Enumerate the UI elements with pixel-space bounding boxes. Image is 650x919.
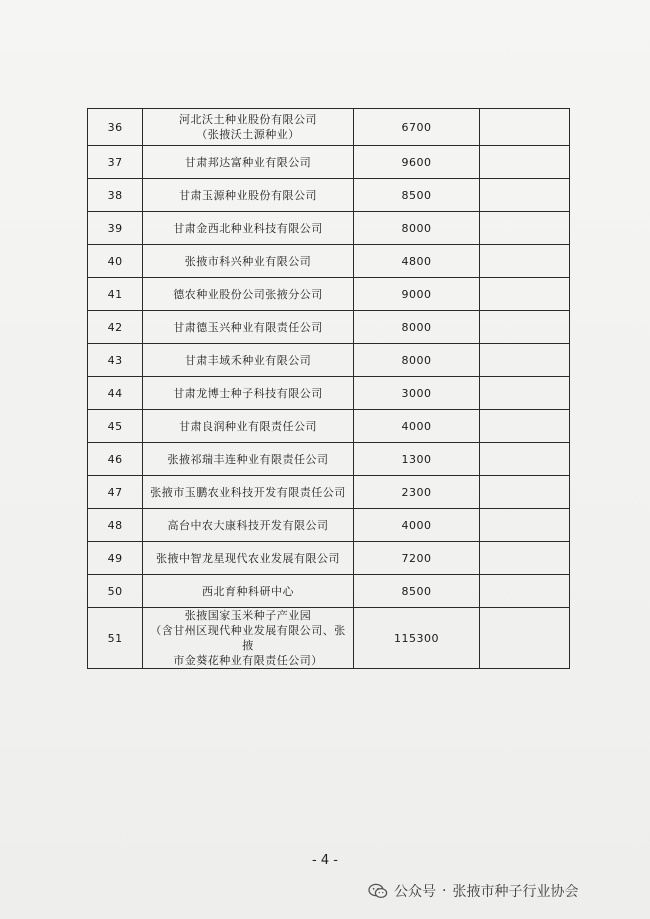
amount: 1300 <box>353 443 480 476</box>
table-row <box>88 377 570 410</box>
row-number: 40 <box>88 245 143 278</box>
row-number: 48 <box>88 509 143 542</box>
amount: 3000 <box>353 377 480 410</box>
amount: 9600 <box>353 146 480 179</box>
company-name: 甘肃丰域禾种业有限公司 <box>143 344 353 377</box>
row-number: 43 <box>88 344 143 377</box>
table-row <box>88 278 570 311</box>
watermark-separator: · <box>442 883 447 899</box>
empty-cell <box>480 245 570 278</box>
company-name: 张掖祁瑞丰连种业有限责任公司 <box>143 443 353 476</box>
amount: 8000 <box>353 212 480 245</box>
amount: 4000 <box>353 410 480 443</box>
table-row <box>88 311 570 344</box>
table-row <box>88 608 570 669</box>
table-row <box>88 509 570 542</box>
page-number: - 4 - <box>312 853 338 868</box>
amount: 9000 <box>353 278 480 311</box>
wechat-watermark <box>368 880 578 902</box>
amount: 8000 <box>353 311 480 344</box>
company-name: 甘肃邦达富种业有限公司 <box>143 146 353 179</box>
table-row <box>88 109 570 146</box>
row-number: 47 <box>88 476 143 509</box>
row-number: 36 <box>88 109 143 146</box>
table-row <box>88 410 570 443</box>
amount: 7200 <box>353 542 480 575</box>
empty-cell <box>480 509 570 542</box>
company-name: 张掖中智龙星现代农业发展有限公司 <box>143 542 353 575</box>
company-name: 张掖国家玉米种子产业园 （含甘州区现代种业发展有限公司、张掖 市金葵花种业有限责任公司） <box>143 608 353 669</box>
company-name: 西北育种科研中心 <box>143 575 353 608</box>
company-name: 高台中农大康科技开发有限公司 <box>143 509 353 542</box>
table-row <box>88 146 570 179</box>
company-name: 甘肃德玉兴种业有限责任公司 <box>143 311 353 344</box>
amount: 6700 <box>353 109 480 146</box>
wechat-icon <box>368 883 388 899</box>
company-name: 甘肃金西北种业科技有限公司 <box>143 212 353 245</box>
empty-cell <box>480 476 570 509</box>
empty-cell <box>480 278 570 311</box>
table-row <box>88 212 570 245</box>
table-row <box>88 443 570 476</box>
amount: 4800 <box>353 245 480 278</box>
watermark-label: 公众号 <box>394 884 436 900</box>
empty-cell <box>480 410 570 443</box>
row-number: 44 <box>88 377 143 410</box>
empty-cell <box>480 179 570 212</box>
watermark-account: 张掖市种子行业协会 <box>452 884 579 900</box>
row-number: 49 <box>88 542 143 575</box>
company-name: 张掖市科兴种业有限公司 <box>143 245 353 278</box>
row-number: 46 <box>88 443 143 476</box>
row-number: 50 <box>88 575 143 608</box>
amount: 8500 <box>353 179 480 212</box>
table-row <box>88 542 570 575</box>
amount: 115300 <box>353 608 480 669</box>
company-name: 张掖市玉鹏农业科技开发有限责任公司 <box>143 476 353 509</box>
empty-cell <box>480 542 570 575</box>
seed-company-table <box>87 108 570 669</box>
company-name: 甘肃龙博士种子科技有限公司 <box>143 377 353 410</box>
row-number: 39 <box>88 212 143 245</box>
amount: 4000 <box>353 509 480 542</box>
company-name: 甘肃玉源种业股份有限公司 <box>143 179 353 212</box>
table-row <box>88 575 570 608</box>
amount: 2300 <box>353 476 480 509</box>
empty-cell <box>480 377 570 410</box>
row-number: 38 <box>88 179 143 212</box>
empty-cell <box>480 443 570 476</box>
row-number: 45 <box>88 410 143 443</box>
empty-cell <box>480 311 570 344</box>
company-name: 甘肃良润种业有限责任公司 <box>143 410 353 443</box>
amount: 8000 <box>353 344 480 377</box>
empty-cell <box>480 109 570 146</box>
table-row <box>88 344 570 377</box>
empty-cell <box>480 212 570 245</box>
table-row <box>88 476 570 509</box>
company-name: 德农种业股份公司张掖分公司 <box>143 278 353 311</box>
row-number: 51 <box>88 608 143 669</box>
empty-cell <box>480 344 570 377</box>
empty-cell <box>480 575 570 608</box>
empty-cell <box>480 608 570 669</box>
empty-cell <box>480 146 570 179</box>
amount: 8500 <box>353 575 480 608</box>
table-row <box>88 179 570 212</box>
row-number: 42 <box>88 311 143 344</box>
table-row <box>88 245 570 278</box>
row-number: 37 <box>88 146 143 179</box>
company-name: 河北沃土种业股份有限公司 （张掖沃土源种业） <box>143 109 353 146</box>
row-number: 41 <box>88 278 143 311</box>
